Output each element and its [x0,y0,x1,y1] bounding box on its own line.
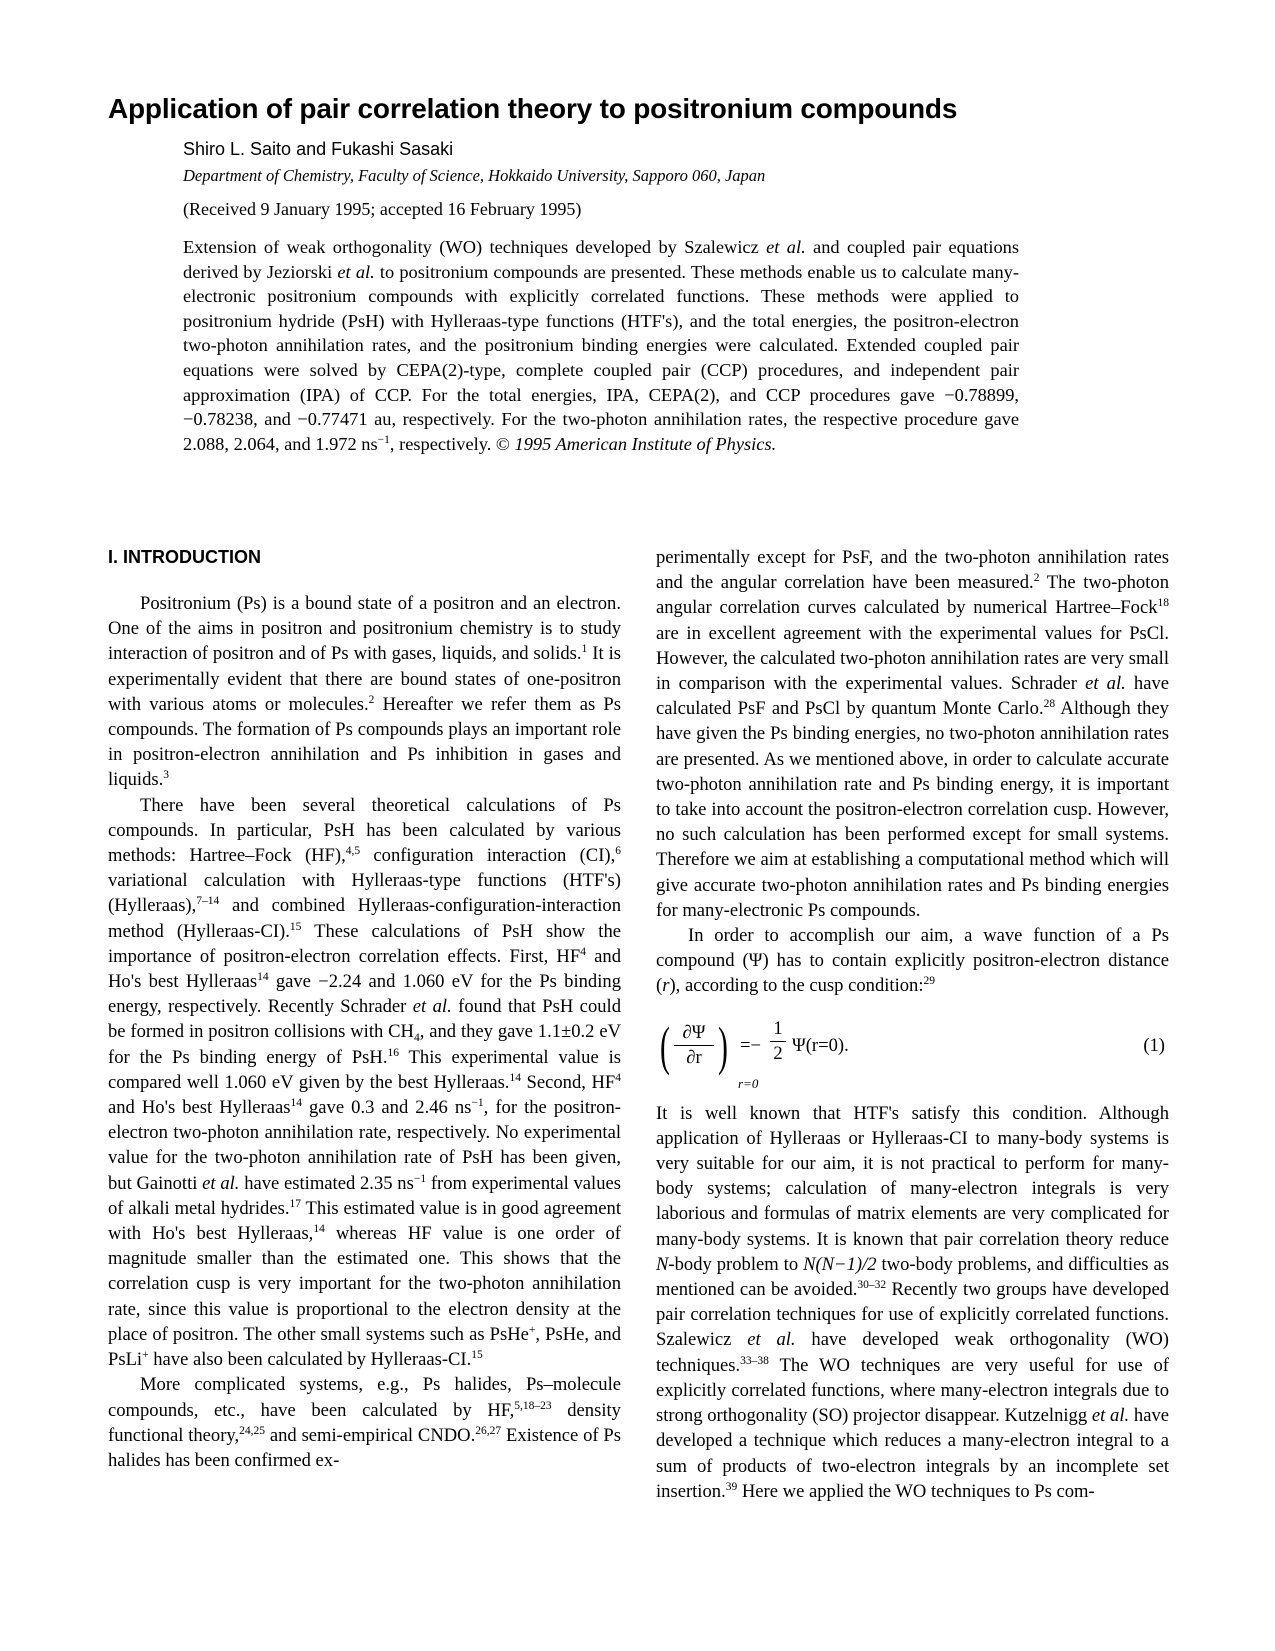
text-run: 2 [773,1042,783,1064]
citation: 6 [615,845,621,858]
paragraph [656,545,1169,923]
text-run: gave 0.3 and 2.46 ns [301,1097,472,1119]
equation-rhs: Ψ(r=0). [792,1034,849,1056]
text-run: whereas HF value is one order of magnitude smaller than the estimated one. This shows that the correlation cusp is very important for the two-photon annihilation rate, since this value is proportional to the electron density at the place of positron. The other small systems such as PsHe [108,1223,622,1345]
text-run: and Ho's best Hylleraas [108,945,621,993]
citation: 15 [471,1349,483,1362]
abstract-etal: et al. [766,237,806,257]
text-run: , for the positron-electron two-photon annihilation rate, respectively. No experimental value for the two-photon annihilation rate of PsH has been given, but Gainotti [108,1097,621,1194]
paragraph [656,1101,1169,1504]
charge: + [528,1323,536,1336]
abstract-superscript: −1 [377,433,390,446]
numerator: ∂Ψ [682,1021,706,1043]
citation: 3 [163,769,170,782]
affiliation: Department of Chemistry, Faculty of Science, Hokkaido University, Sapporo 060, Japan [183,166,766,185]
text-run: found that PsH could be formed in positron collisions with CH [108,996,621,1043]
etal: et al. [202,1172,240,1194]
text-run: Recently two groups have developed pair correlation techniques for use of explicitly correlated functions. Szalewicz [656,1279,1170,1351]
abstract-etal: et al. [337,261,375,282]
text-run: , and they gave 1.1±0.2 eV for the Ps binding energy of PsH. [108,1021,622,1068]
text-run: have estimated 2.35 ns [239,1172,414,1194]
citation: 2 [1033,572,1040,585]
right-paren: ) [718,1015,728,1076]
etal: et al. [747,1329,796,1351]
equation-subscript: r=0 [738,1075,759,1091]
equals-sign: =− [740,1034,761,1056]
citation: 7–14 [196,895,220,908]
abstract [183,235,1019,456]
etal: et al. [412,996,452,1018]
citation: 18 [1157,597,1169,610]
citation: 28 [1043,698,1056,711]
text-run: , PsHe, and PsLi [108,1323,621,1371]
unit-exponent: −1 [413,1172,427,1185]
citation: 16 [387,1046,399,1059]
text-run: More complicated systems, e.g., Ps halides, Ps–molecule compounds, etc., have been calculated by HF, [108,1374,621,1421]
citation: 39 [725,1480,738,1493]
copyright-notice: 1995 American Institute of Physics. [514,433,777,454]
text-run: Hereafter we refer them as Ps compounds. The formation of Ps compounds plays an important role in positron-electron annihilation and Ps inhibition in gases and liquids. [108,693,622,791]
text-run: variational calculation with Hylleraas-type functions (HTF's) (Hylleraas), [108,870,621,917]
text-run: from experimental values of alkali metal hydrides. [108,1172,621,1219]
left-paren: ( [660,1015,670,1076]
text-run: Positronium (Ps) is a bound state of a positron and an electron. One of the aims in positron and positronium chemistry is to study interaction of positron and of Ps with gases, liquids, and solids. [108,593,621,665]
received-dates: (Received 9 January 1995; accepted 16 February 1995) [183,199,582,219]
citation: 1 [581,643,588,656]
text-run: This estimated value is in good agreement with Ho's best Hylleraas, [108,1197,621,1245]
citation: 5,18–23 [514,1399,552,1412]
citation: 26,27 [475,1424,502,1437]
partial-derivative [674,1021,714,1070]
variable: r [662,975,670,997]
equation-number: (1) [1143,1034,1165,1056]
citation: 24,25 [239,1424,266,1437]
citation: 33–38 [740,1354,769,1367]
text-run: Second, HF [520,1071,616,1093]
paper-title: Application of pair correlation theory to positronium compounds [108,93,958,124]
expression: N(N−1)/2 [803,1253,877,1275]
variable: N [656,1253,669,1275]
abstract-text: Extension of weak orthogonality (WO) techniques developed by Szalewicz [183,237,767,257]
citation: 17 [289,1197,301,1210]
text-run: Existence of Ps halides has been confirmed ex- [108,1424,621,1471]
unit-exponent: −1 [471,1097,484,1110]
text-run: It is well known that HTF's satisfy this condition. Although application of Hylleraas or Hylleraas-CI to many-body systems is very suitable for our aim, it is not practical to perform for many-body systems; calculation of many-electron integrals is very laborious and formulas of matrix elements are very complicated for many-body systems. It is known that pair correlation theory reduce [656,1102,1169,1250]
text-run: two-body problems, and difficulties as mentioned can be avoided. [656,1253,1169,1301]
citation: 29 [923,975,936,988]
right-column [656,545,1169,1504]
text-run: and Ho's best Hylleraas [108,1097,291,1119]
text-run: density functional theory, [108,1399,621,1446]
citation: 4,5 [345,845,361,858]
denominator: ∂r [686,1046,702,1068]
text-run: -body problem to [668,1253,804,1275]
text-run: The WO techniques are very useful for use of explicitly correlated functions, where many-electron integrals due to strong orthogonality (SO) projector disappear. Kutzelnigg [656,1354,1169,1427]
abstract-text: to positronium compounds are presented. These methods enable us to calculate many-electronic positronium compounds with explicitly correlated functions. These methods were applied to positronium hydride (PsH) with Hylleraas-type functions (HTF's), and the total energies, the positron-electron two-photon annihilation rates, and the positronium binding energies were calculated. Extended coupled pair equations were solved by CEPA(2)-type, complete coupled pair (CCP) procedures, and independent pair approximation (IPA) of CCP. For the total energies, IPA, CEPA(2), and CCP procedures gave −0.78899, −0.78238, and −0.77471 au, respectively. For the two-photon annihilation rates, the respective procedure gave 2.088, 2.064, and 1.972 ns [183,261,1019,454]
citation: 14 [290,1097,302,1110]
text-run: Here we applied the WO techniques to Ps com- [737,1480,1095,1502]
equation-cusp-condition [656,1011,1169,1095]
text-run: gave −2.24 and 1.060 eV for the Ps binding energy, respectively. Recently Schrader [108,971,621,1018]
text-run: perimentally except for PsF, and the two-photon annihilation rates and the angular correlation have been measured. [656,547,1169,594]
paragraph [108,1372,621,1473]
citation: 30–32 [857,1279,887,1292]
charge: + [142,1349,149,1362]
abstract-text: , respectively. © [389,433,515,454]
text-run: have calculated PsF and PsCl by quantum Monte Carlo. [656,673,1170,720]
text-run: There have been several theoretical calculations of Ps compounds. In particular, PsH has been calculated by various methods: Hartree–Fock (HF), [108,794,621,867]
paragraph [108,591,621,793]
citation: 14 [257,971,269,984]
left-column [108,545,621,1473]
text-run: and combined Hylleraas-configuration-interaction method (Hylleraas-CI). [108,895,621,942]
text-run: have developed a technique which reduces a many-electron integral to a sum of products of two-electron integrals by an incomplete set insertion. [656,1405,1169,1502]
citation: 2 [368,693,375,706]
text-run: Although they have given the Ps binding energies, no two-photon annihilation rates are presented. As we mentioned above, in order to calculate accurate two-photon annihilation rate and Ps binding energy, it is important to take into account the positron-electron correlation cusp. However, no such calculation has been performed except for small systems. Therefore we aim at establishing a computational method which will give accurate two-photon annihilation rates and Ps binding energies for many-electronic Ps compounds. [656,698,1169,921]
citation: 14 [313,1223,325,1236]
text-run: This experimental value is compared well 1.060 eV given by the best Hylleraas. [108,1046,621,1093]
citation: 14 [509,1071,521,1084]
citation: 15 [289,920,302,933]
text-run: It is experimentally evident that there are bound states of one-positron with various atoms or molecules. [108,643,622,715]
text-run: 1 [773,1017,783,1039]
citation: 4 [615,1071,621,1084]
abstract-text: and coupled pair equations derived by Jeziorski [183,237,1020,282]
citation: 4 [580,945,586,958]
paragraph [656,923,1169,999]
paragraph [108,793,621,1373]
text-run: configuration interaction (CI), [360,845,616,867]
text-run: are in excellent agreement with the experimental values for PsCl. However, the calculated two-photon annihilation rates are very small in comparison with the experimental values. Schrader [656,622,1169,695]
author-list: Shiro L. Saito and Fukashi Sasaki [183,139,454,159]
section-heading: I. INTRODUCTION [108,547,261,567]
one-half [770,1017,786,1066]
etal: et al. [1091,1405,1130,1427]
subscript: 4 [413,1032,420,1045]
text-run: have developed weak orthogonality (WO) techniques. [656,1329,1169,1376]
text-run: These calculations of PsH show the importance of positron-electron correlation effects. First, HF [108,920,621,967]
text-run: In order to accomplish our aim, a wave function of a Ps compound (Ψ) has to contain explicitly positron-electron distance ( [656,925,1169,997]
text-run: ), according to the cusp condition: [669,975,924,997]
text-run: and semi-empirical CNDO. [265,1424,476,1446]
equation-lhs [660,1015,746,1077]
text-run: The two-photon angular correlation curves calculated by numerical Hartree–Fock [656,572,1169,619]
etal: et al. [1085,673,1126,695]
text-run: have also been calculated by Hylleraas-CI. [148,1349,472,1371]
